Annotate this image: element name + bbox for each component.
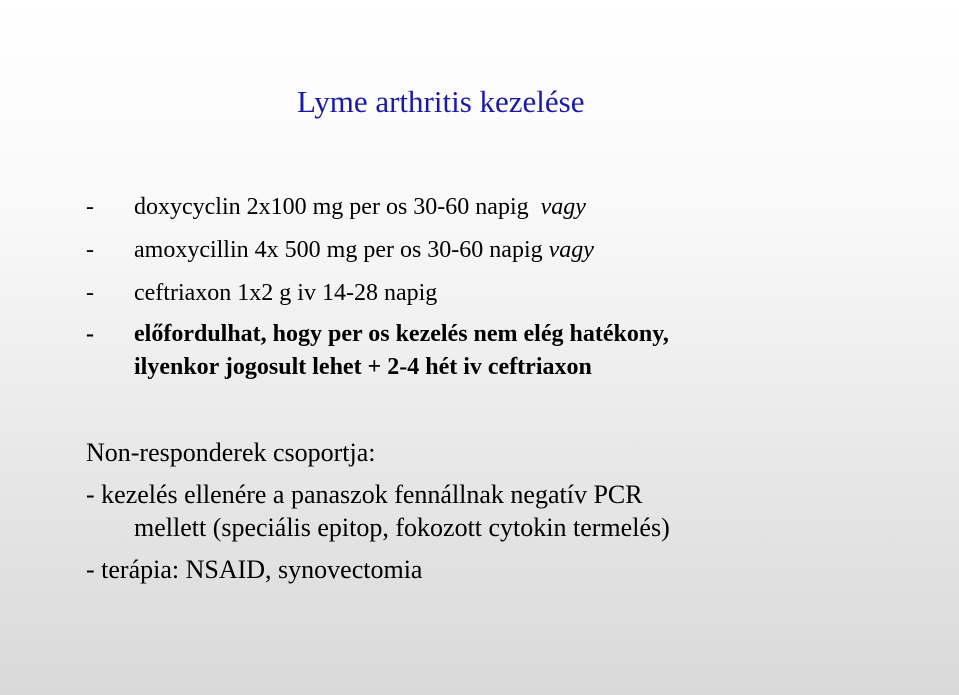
non-responder-line-1-continued: mellett (speciális epitop, fokozott cytokin termelés) xyxy=(134,513,670,542)
bullet-suffix: vagy xyxy=(548,237,594,263)
bullet-text: ceftriaxon 1x2 g iv 14-28 napig xyxy=(134,280,438,306)
bullet-text: doxycyclin 2x100 mg per os 30-60 napig xyxy=(134,194,529,220)
bullet-text: előfordulhat, hogy per os kezelés nem elég hatékony, xyxy=(134,321,669,347)
non-responder-heading: Non-responderek csoportja: xyxy=(86,438,376,467)
non-responder-line-2: - terápia: NSAID, synovectomia xyxy=(86,555,423,584)
bullet-suffix: vagy xyxy=(540,194,586,220)
bullet-dash: - xyxy=(86,280,94,306)
bullet-dash: - xyxy=(86,237,94,263)
bullet-text: amoxycillin 4x 500 mg per os 30-60 napig xyxy=(134,237,543,263)
bullet-text-continued: ilyenkor jogosult lehet + 2-4 hét iv ceftriaxon xyxy=(134,354,592,380)
bullet-dash: - xyxy=(86,194,94,220)
bullet-dash: - xyxy=(86,321,94,347)
non-responder-line-1: - kezelés ellenére a panaszok fennállnak negatív PCR xyxy=(86,480,643,509)
slide-title: Lyme arthritis kezelése xyxy=(297,84,585,119)
